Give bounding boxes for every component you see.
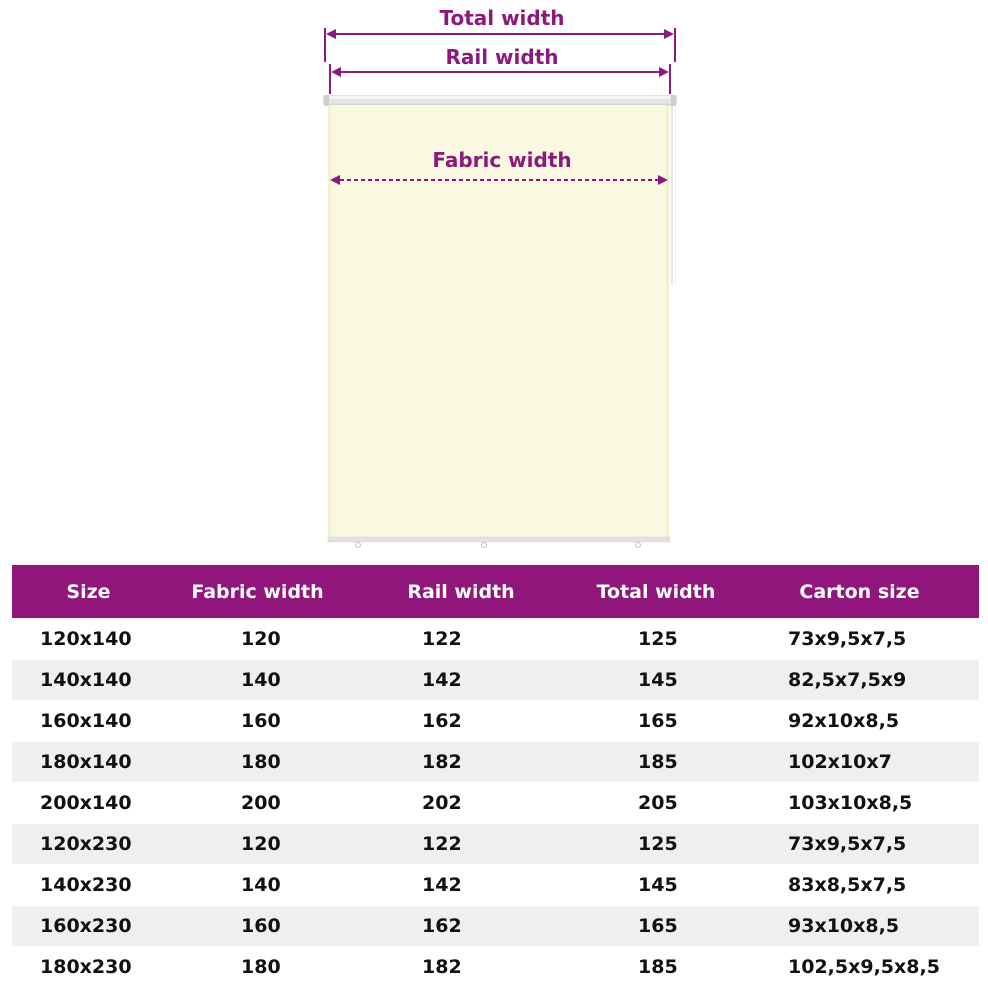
table-row [12, 619, 979, 660]
cell-size: 160x230 [12, 906, 165, 947]
cell-total-width: 125 [572, 619, 740, 660]
fabric-width-label: Fabric width [402, 148, 602, 172]
header-fabric-width: Fabric width [165, 565, 350, 619]
size-specification-table [12, 565, 979, 987]
cell-rail-width: 142 [350, 660, 572, 701]
cell-fabric-width: 120 [165, 824, 350, 865]
table-row [12, 783, 979, 824]
cell-fabric-width: 160 [165, 906, 350, 947]
cell-rail-width: 122 [350, 619, 572, 660]
total-width-label: Total width [402, 6, 602, 30]
table-row [12, 742, 979, 783]
cell-fabric-width: 180 [165, 742, 350, 783]
bottom-bar [328, 537, 670, 548]
cell-carton-size: 73x9,5x7,5 [740, 824, 979, 865]
cell-fabric-width: 180 [165, 947, 350, 987]
cell-rail-width: 122 [350, 824, 572, 865]
cell-rail-width: 182 [350, 742, 572, 783]
cell-rail-width: 162 [350, 906, 572, 947]
cell-carton-size: 93x10x8,5 [740, 906, 979, 947]
cell-fabric-width: 200 [165, 783, 350, 824]
cell-carton-size: 83x8,5x7,5 [740, 865, 979, 906]
cell-carton-size: 73x9,5x7,5 [740, 619, 979, 660]
cell-carton-size: 92x10x8,5 [740, 701, 979, 742]
header-size: Size [12, 565, 165, 619]
cell-total-width: 205 [572, 783, 740, 824]
cell-rail-width: 162 [350, 701, 572, 742]
table-row [12, 701, 979, 742]
cell-carton-size: 102x10x7 [740, 742, 979, 783]
table-row [12, 660, 979, 701]
cell-carton-size: 82,5x7,5x9 [740, 660, 979, 701]
cell-total-width: 185 [572, 947, 740, 987]
cell-total-width: 165 [572, 906, 740, 947]
cell-size: 140x230 [12, 865, 165, 906]
cell-total-width: 145 [572, 660, 740, 701]
cell-size: 120x230 [12, 824, 165, 865]
table-row [12, 824, 979, 865]
cell-size: 120x140 [12, 619, 165, 660]
header-rail-width: Rail width [350, 565, 572, 619]
cell-fabric-width: 120 [165, 619, 350, 660]
cell-size: 140x140 [12, 660, 165, 701]
cell-rail-width: 142 [350, 865, 572, 906]
header-total-width: Total width [572, 565, 740, 619]
cell-size: 160x140 [12, 701, 165, 742]
table-row [12, 947, 979, 987]
table-row [12, 865, 979, 906]
table-row [12, 906, 979, 947]
rail-width-label: Rail width [402, 45, 602, 69]
header-carton-size: Carton size [740, 565, 979, 619]
cell-size: 180x230 [12, 947, 165, 987]
cell-total-width: 125 [572, 824, 740, 865]
cell-fabric-width: 160 [165, 701, 350, 742]
cell-carton-size: 103x10x8,5 [740, 783, 979, 824]
cell-total-width: 185 [572, 742, 740, 783]
cell-size: 200x140 [12, 783, 165, 824]
roller-rail [324, 95, 676, 106]
cell-total-width: 165 [572, 701, 740, 742]
cell-rail-width: 182 [350, 947, 572, 987]
table-header-row [12, 565, 979, 619]
cell-rail-width: 202 [350, 783, 572, 824]
cell-total-width: 145 [572, 865, 740, 906]
pull-cord [672, 106, 675, 285]
cell-fabric-width: 140 [165, 865, 350, 906]
cell-fabric-width: 140 [165, 660, 350, 701]
cell-carton-size: 102,5x9,5x8,5 [740, 947, 979, 987]
cell-size: 180x140 [12, 742, 165, 783]
